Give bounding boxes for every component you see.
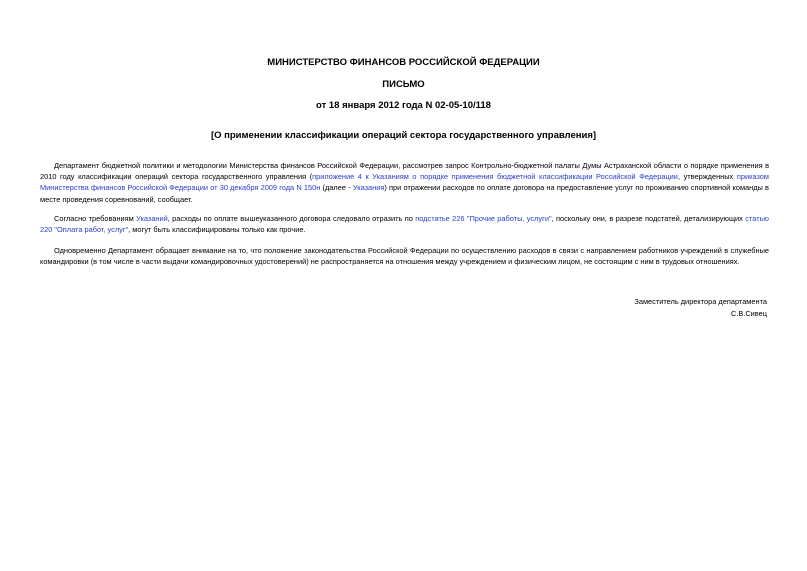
document-subject: [О применении классификации операций сектора государственного управления]: [210, 130, 597, 141]
signature-block: [634, 296, 767, 319]
signer-position: Заместитель директора департамента: [634, 297, 767, 306]
issuer-title: МИНИСТЕРСТВО ФИНАНСОВ РОССИЙСКОЙ ФЕДЕРАЦИИ: [267, 57, 540, 68]
p2-text-1: Согласно требованиям: [54, 214, 137, 223]
p2-text-2: , расходы по оплате вышеуказанного договора следовало отразить по: [167, 214, 416, 223]
p1-text-4: ) при отражении расходов по оплате договора на предоставление услуг по проживанию спортивной команды в месте проведения соревнований, сообщает.: [40, 183, 769, 204]
link-article-220[interactable]: статью 220 "Оплата работ, услуг": [40, 214, 769, 235]
link-instructions[interactable]: Указания: [352, 183, 385, 193]
p2-text-3: , поскольку они, в разрезе подстатей, детализирующих: [551, 214, 746, 223]
p3-text-1: Одновременно Департамент обращает внимание на то, что положение законодательства Российской Федерации по осуществлению расходов в связи с направлением работников учреждений в служебные командировки (в том числе в части выдачи командировочных удостоверений) не распространяется на отношения между учреждением и физическим лицом, не состоящим с ним в трудовых отношениях.: [40, 246, 769, 267]
paragraph-1: [40, 160, 769, 205]
p1-text-1: Департамент бюджетной политики и методологии Министерства финансов Российской Федерации, рассмотрев запрос Контрольно-бюджетной палаты Думы Астраханской области о порядке применения в 2010 году классификации операций сектора государственного управления (: [40, 161, 769, 182]
document-type: ПИСЬМО: [382, 79, 425, 90]
p1-text-2: , утвержденных: [677, 172, 737, 182]
document-date-number: от 18 января 2012 года N 02-05-10/118: [316, 100, 491, 111]
signer-name: С.В.Сивец: [730, 308, 767, 318]
paragraph-3: [40, 245, 769, 267]
p2-text-4: , могут быть классифицированы только как прочие.: [128, 225, 306, 235]
link-appendix-4[interactable]: приложение 4 к Указаниям о порядке применения бюджетной классификации Российской Федерации: [312, 172, 678, 182]
link-instructions-2[interactable]: Указаний: [136, 214, 168, 223]
link-order-150n[interactable]: приказом Министерства финансов Российской Федерации от 30 декабря 2009 года N 150н: [40, 172, 769, 193]
link-subarticle-226[interactable]: подстатье 226 "Прочие работы, услуги": [415, 214, 552, 223]
p1-text-3: (далее -: [320, 183, 353, 193]
paragraph-2: [40, 213, 769, 235]
